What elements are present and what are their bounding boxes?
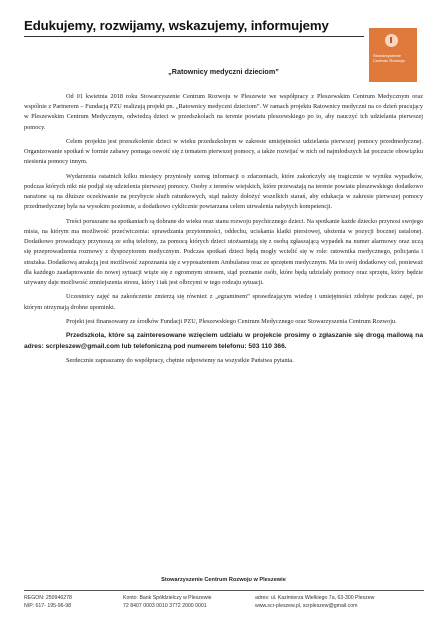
footer-web-email: www.scr-pleszew.pl, scrpleszew@gmail.com [255, 603, 358, 609]
footer-contact [255, 594, 374, 610]
paragraph-invitation: Serdecznie zapraszamy do współpracy, chętnie odpowiemy na wszystkie Państwa pytania. [66, 356, 294, 364]
header-title: Edukujemy, rozwijamy, wskazujemy, informujemy [24, 18, 329, 33]
footer-regon: REGON: 250946278 [24, 595, 72, 601]
paragraph-contact: Przedszkola, które są zainteresowane wzięciem udziału w projekcie prosimy o zgłaszanie się drogą mailową na adres: scrpleszew@gmail.com lub telefoniczną pod numerem telefonu: 503 110 366. [24, 332, 423, 350]
logo-emblem-icon [385, 34, 398, 47]
footer-registration [24, 594, 72, 610]
paragraph-goal: Celem projektu jest przeszkolenie dzieci w wieku przedszkolnym w zakresie umiejętności udzielania pierwszej pomocy przedmedycznej. Organizowanie spotkań w formie zabawy pomaga oswoić się z tematem pierwszej pomocy, a także rozwijać w nich od najmłodszych lat poczucie obowiązku niesienia pomocy innym. [24, 138, 423, 166]
footer-bank [123, 594, 212, 610]
footer-divider [24, 590, 424, 591]
paragraph-content: Treści poruszane na spotkaniach są dobrane do wieku oraz stanu rozwoju psychicznego dzieci. Na spotkanie każde dziecko przynosi swojego misia, na którym ma możliwość przećwiczenia: sprawdzania przytomności, oddechu, uciskania klatki piersiowej, ułożenia w pozycji bocznej ustalonej. Dodatkowo prowadzący przynoszą ze sobą telefony, za pomocą których dzieci utożsamiają się z osobą zgłaszającą wypadek na numer alarmowy oraz uczą się przeprowadzenia rozmowy z dyspozytorem medycznym. Podczas spotkań dzieci będą mogły wcielić się w role: ratownika medycznego, policjanta i strażaka. Dodatkową atrakcją jest możliwość zapoznania się z wyposażeniem Ambulansu oraz ze sprzętem medycznym. Ma to swój dodatkowy cel, ponieważ dla każdego zaadaptowanie do nowej sytuacji wiąże się z ogromnym stresem, stąd poznanie osób, które będą udzielały pomocy oraz sprzętu, który będzie używany daje możliwość zmniejszenia stresu, który i tak jest olbrzymi w tego rodzaju sytuacji. [24, 217, 424, 287]
footer-bank-account: 72 8407 0003 0010 3772 2000 0001 [123, 603, 207, 609]
paragraph-exam: Uczestnicy zajęć na zakończenie zmierzą się również z „egzaminem” sprawdzającym wiedzę i umiejętności zdobyte podczas zajęć, po którym otrzymają drobne upominki. [24, 293, 423, 311]
paragraph-funding: Projekt jest finansowany ze środków Fundacji PZU, Pleszewskiego Centrum Medycznego oraz Stowarzyszenia Centrum Rozwoju. [66, 318, 397, 325]
paragraph-context: Wydarzenia ostatnich kilku miesięcy przyniosły szereg informacji o zdarzeniach, które zakończyły się tragicznie w wyniku wypadków, podczas których nikt nie podjął się udzielenia pierwszej pomocy. Osoby z terenów wiejskich, które przeważają na terenie powiatu pleszewskiego dodatkowo narażone są na dłuższe oczekiwanie na przybycie służb ratunkowych, stąd należy dołożyć wszelkich starań, aby edukacja w zakresie pierwszej pomocy przedmedycznej była na wysokim poziomie, a dodatkowo cyklicznie powtarzana celem utrwalenia nabytych kompetencji. [24, 172, 423, 211]
header-divider [24, 36, 364, 37]
footer-bank-name: Konto: Bank Spółdzielczy w Pleszewie [123, 595, 212, 601]
footer-address: adres: ul. Kazimierza Wielkiego 7a, 63-300 Pleszew [255, 595, 375, 601]
document-title: „Ratownicy medyczni dzieciom” [168, 67, 279, 76]
footer-organization-name: Stowarzyszenie Centrum Rozwoju w Pleszewie [161, 577, 286, 583]
footer-nip: NIP: 617- 195-96-98 [24, 603, 72, 609]
logo-text: Stowarzyszenie Centrum Rozwoju [373, 53, 405, 63]
document-body [24, 92, 423, 370]
paragraph-intro: Od 01 kwietnia 2018 roku Stowarzyszenie Centrum Rozwoju w Pleszewie we współpracy z Pleszewskim Centrum Medycznym oraz wspólnie z Partnerem – Fundacją PZU realizują projekt pn. „Ratownicy medyczni dzieciom”. W ramach projektu Ratownicy medyczni na co dzień pracujący w Pleszewskim Centrum Medycznym, odwiedzą dzieci w przedszkolach na terenie powiatu pleszewskiego po to, aby nauczyć ich udzielania pierwszej pomocy. [24, 93, 423, 131]
